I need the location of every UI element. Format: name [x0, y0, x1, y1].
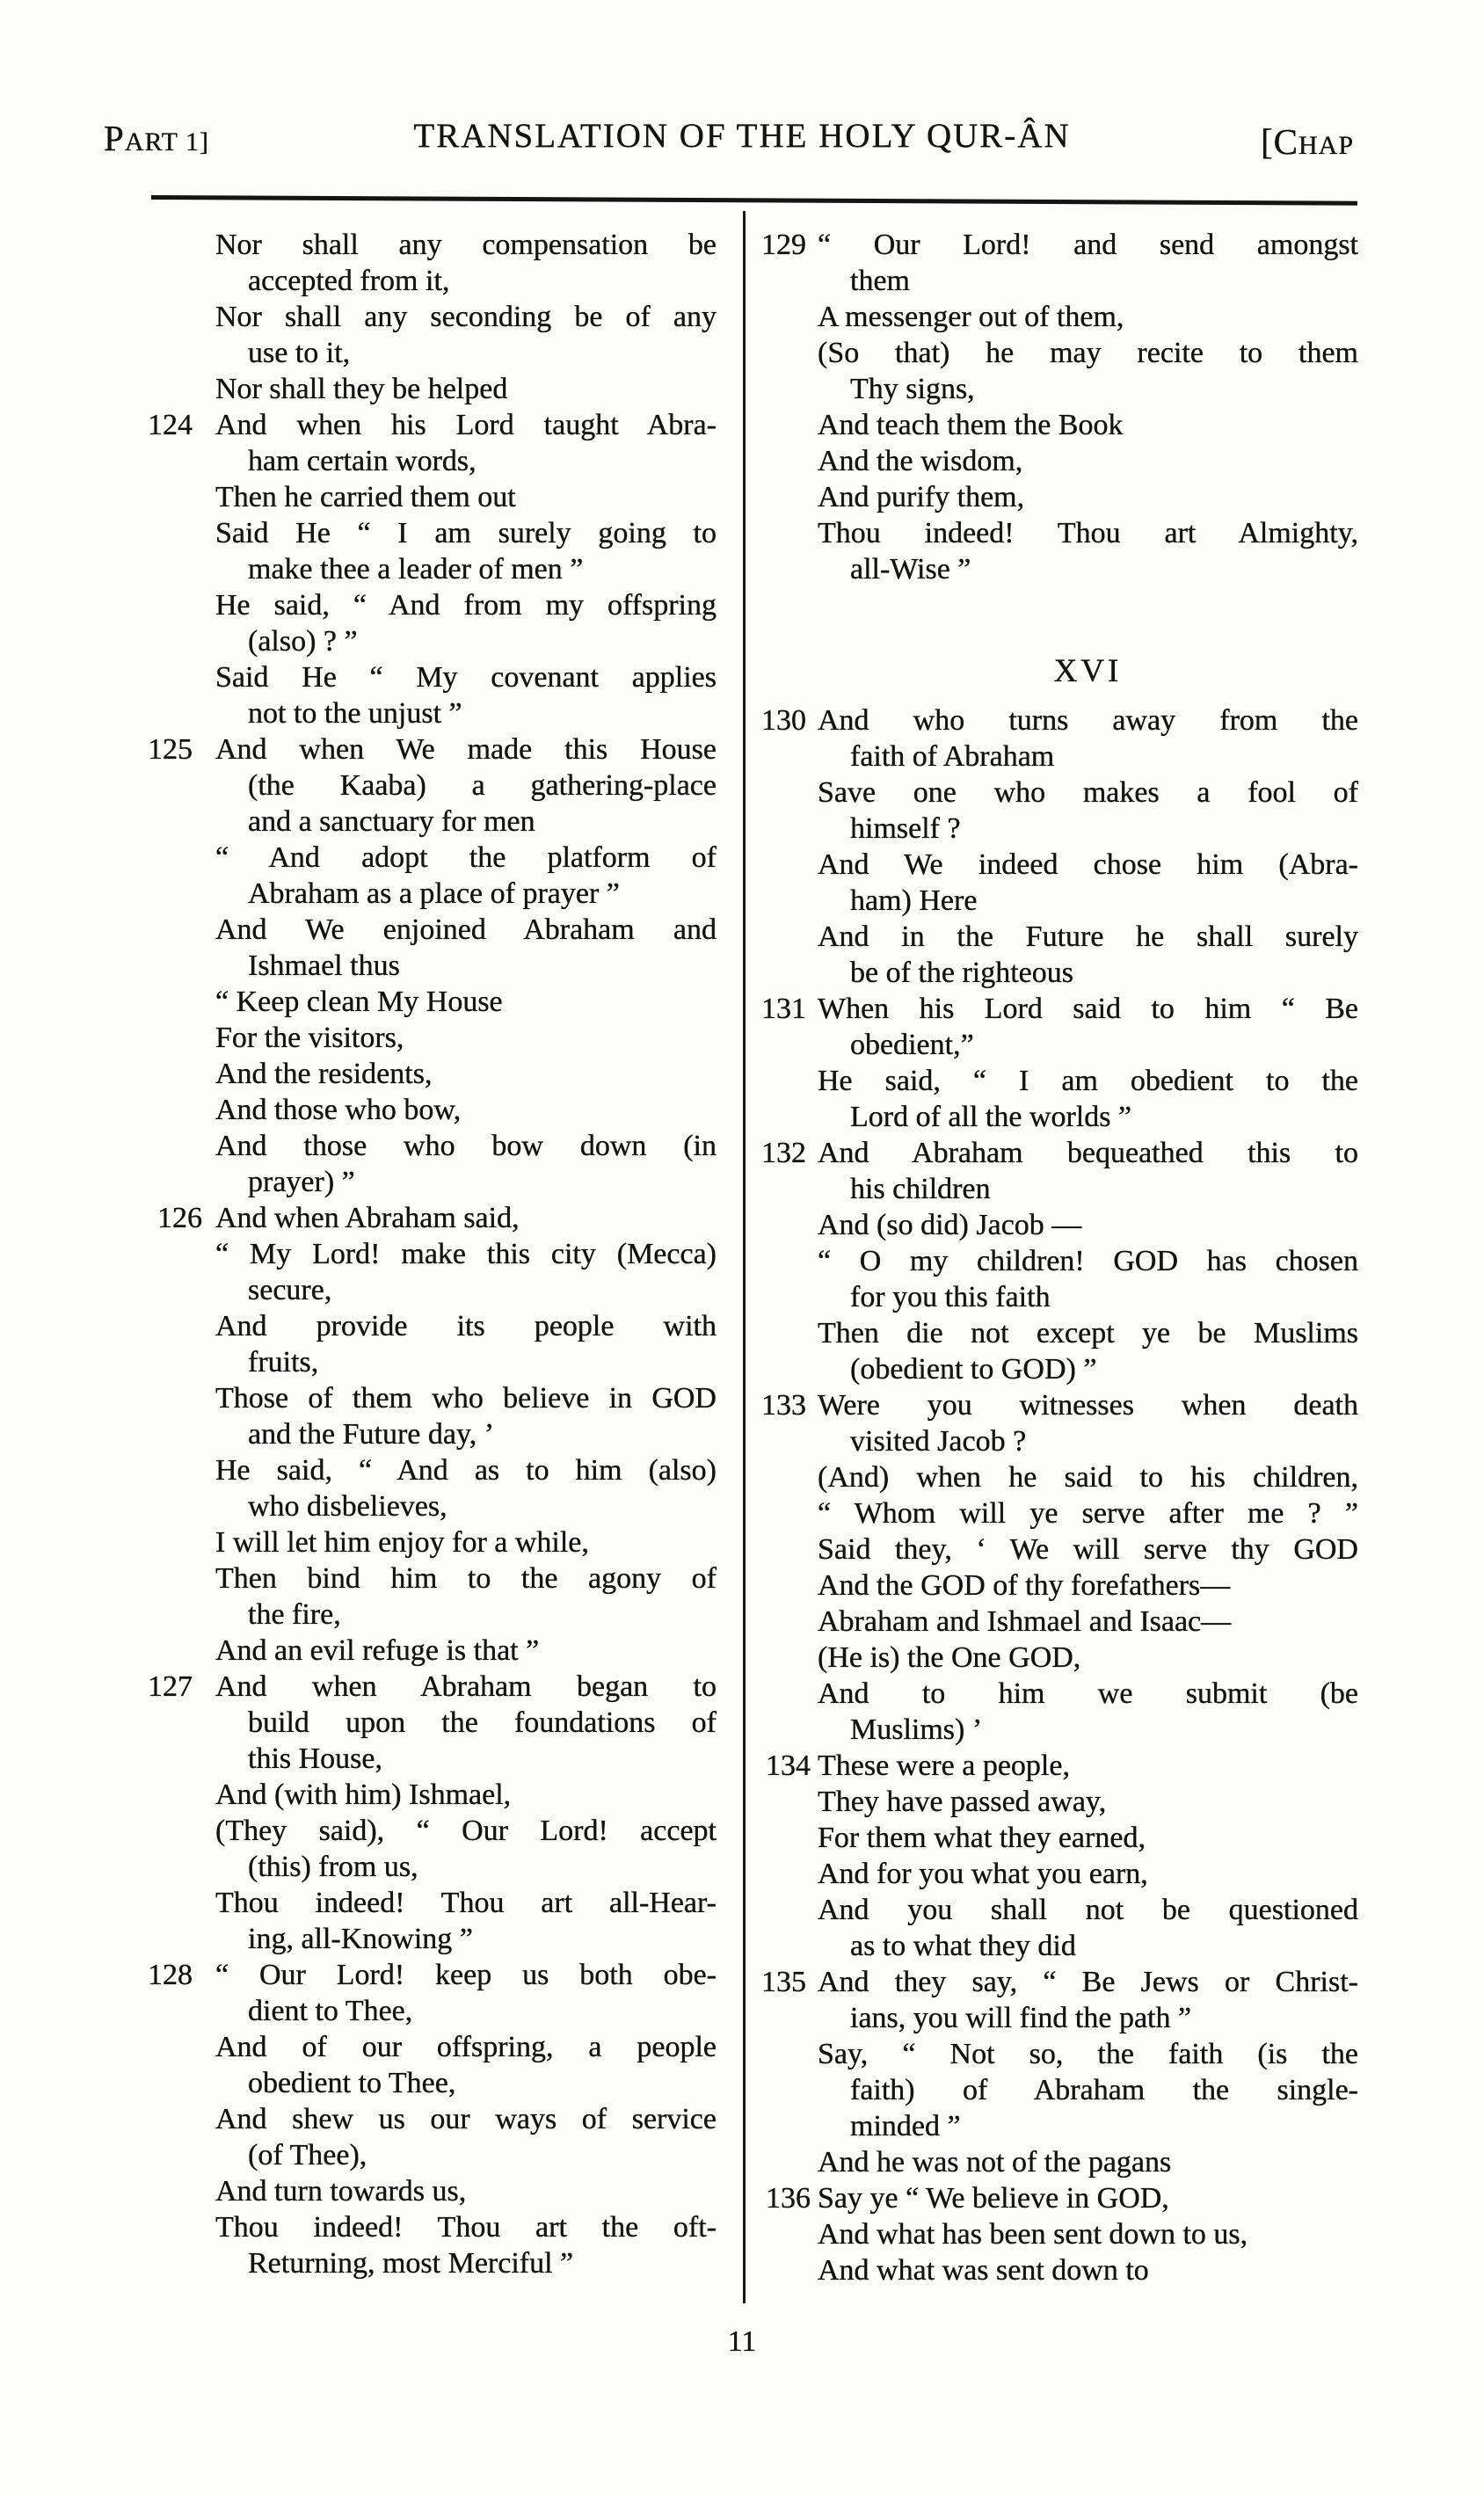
verse-line: his children: [850, 1173, 991, 1205]
verse-line: (also) ? ”: [248, 625, 358, 658]
verse-number: 133: [761, 1389, 806, 1422]
verse-line: Said He “ I am surely going to: [215, 517, 717, 549]
header-part-label: PART 1]: [104, 118, 209, 158]
verse-line: Abraham and Ishmael and Isaac—: [818, 1605, 1232, 1638]
verse-line: He said, “ And as to him (also): [215, 1454, 717, 1487]
verse-line: And teach them the Book: [818, 409, 1124, 441]
verse-line: And turn towards us,: [215, 2175, 467, 2208]
verse-line: And purify them,: [818, 481, 1025, 513]
verse-number: 136: [766, 2182, 811, 2215]
verse-line: (He is) the One GOD,: [818, 1641, 1081, 1674]
verse-line: 129 “ Our Lord! and send amongst: [761, 229, 1358, 261]
verse-line: 132 And Abraham bequeathed this to: [761, 1137, 1358, 1169]
verse-line: Lord of all the worlds ”: [850, 1101, 1132, 1133]
verse-line: And We indeed chose him (Abra-: [818, 848, 1358, 881]
verse-line: Ishmael thus: [248, 949, 400, 982]
verse-number: 126: [157, 1202, 202, 1234]
verse-line: who disbelieves,: [248, 1490, 447, 1523]
header-rule: [151, 195, 1357, 206]
verse-line: build upon the foundations of: [248, 1706, 717, 1739]
verse-line: For the visitors,: [215, 1022, 404, 1054]
verse-line: For them what they earned,: [818, 1822, 1146, 1854]
verse-line: Then he carried them out: [215, 481, 516, 513]
verse-line: And (so did) Jacob —: [818, 1209, 1082, 1241]
verse-line: And the GOD of thy forefathers—: [818, 1569, 1231, 1602]
verse-line: Then bind him to the agony of: [215, 1562, 717, 1595]
verse-line: 133 Were you witnesses when death: [761, 1389, 1358, 1422]
verse-line: (And) when he said to his children,: [818, 1461, 1358, 1494]
verse-line: Nor shall they be helped: [215, 373, 508, 405]
verse-line: the fire,: [248, 1598, 341, 1631]
verse-line: “ Whom will ye serve after me ? ”: [818, 1497, 1358, 1530]
verse-line: And for you what you earn,: [818, 1858, 1148, 1890]
verse-line: Abraham as a place of prayer ”: [248, 877, 620, 910]
verse-line: And what has been sent down to us,: [818, 2218, 1248, 2251]
verse-line: 130 And who turns away from the: [761, 704, 1358, 737]
verse-line: (of Thee),: [248, 2139, 367, 2171]
verse-line: (the Kaaba) a gathering-place: [248, 769, 717, 802]
verse-line: and the Future day, ’: [248, 1418, 495, 1451]
verse-line: visited Jacob ?: [850, 1425, 1027, 1458]
verse-line: Thou indeed! Thou art Almighty,: [818, 517, 1358, 549]
verse-number: 134: [766, 1749, 811, 1782]
verse-line: himself ?: [850, 812, 961, 845]
verse-line: faith of Abraham: [850, 740, 1055, 773]
verse-line: this House,: [248, 1742, 382, 1775]
verse-number: 131: [761, 993, 806, 1025]
verse-line: ing, all-Knowing ”: [248, 1923, 473, 1955]
verse-line: And of our offspring, a people: [215, 2031, 717, 2063]
verse-line: He said, “ I am obedient to the: [818, 1065, 1358, 1097]
verse-line: And he was not of the pagans: [818, 2146, 1172, 2179]
verse-line: (They said), “ Our Lord! accept: [215, 1815, 717, 1847]
verse-line: Said they, ‘ We will serve thy GOD: [818, 1533, 1358, 1566]
column-divider: [743, 211, 746, 2303]
verse-line: 134 These were a people,: [818, 1748, 1358, 1784]
verse-line: Say, “ Not so, the faith (is the: [818, 2038, 1358, 2070]
verse-line: “ And adopt the platform of: [215, 841, 717, 874]
verse-line: be of the righteous: [850, 957, 1073, 989]
page-title: TRANSLATION OF THE HOLY QUR-ÂN: [413, 117, 1071, 155]
verse-line: make thee a leader of men ”: [248, 553, 584, 586]
verse-line: And those who bow,: [215, 1094, 462, 1126]
verse-line: all-Wise ”: [850, 553, 971, 586]
verse-line: He said, “ And from my offspring: [215, 589, 717, 622]
verse-number: 129: [761, 229, 806, 261]
verse-line: secure,: [248, 1274, 332, 1306]
verse-line: And in the Future he shall surely: [818, 920, 1358, 953]
verse-line: Muslims) ’: [850, 1713, 983, 1746]
verse-line: them: [850, 265, 910, 297]
verse-line: And the wisdom,: [818, 445, 1023, 477]
verse-line: and a sanctuary for men: [248, 805, 535, 838]
verse-line: Nor shall any compensation be: [215, 229, 717, 261]
right-column-verses-129: [761, 227, 1358, 587]
verse-number: 125: [148, 733, 193, 766]
page-number: 11: [727, 2325, 757, 2358]
verse-line: fruits,: [248, 1346, 319, 1378]
verse-number: 124: [148, 409, 193, 441]
verse-line: 131 When his Lord said to him “ Be: [761, 993, 1358, 1025]
verse-line: minded ”: [850, 2110, 961, 2142]
verse-line: 135 And they say, “ Be Jews or Christ-: [761, 1966, 1358, 1998]
verse-line: (obedient to GOD) ”: [850, 1353, 1097, 1386]
verse-number: 132: [761, 1137, 806, 1169]
verse-line: And the residents,: [215, 1058, 433, 1090]
verse-number: 127: [148, 1670, 193, 1703]
verse-line: accepted from it,: [248, 265, 450, 297]
verse-line: They have passed away,: [818, 1786, 1107, 1818]
header-chapter-label: [CHAP: [1260, 121, 1354, 162]
verse-line: A messenger out of them,: [818, 301, 1124, 333]
right-text-column: [761, 227, 1358, 2288]
verse-line: 127 And when Abraham began to: [148, 1670, 717, 1703]
verse-line: not to the unjust ”: [248, 697, 462, 730]
verse-number: 130: [761, 704, 806, 737]
verse-line: faith) of Abraham the single-: [850, 2074, 1358, 2106]
verse-line: Thou indeed! Thou art all-Hear-: [215, 1887, 717, 1919]
right-column-verses-130-136: [761, 702, 1358, 2288]
section-gap-below: [818, 689, 1358, 702]
verse-line: “ Keep clean My House: [215, 986, 503, 1018]
verse-number: 128: [148, 1959, 193, 1991]
verse-line: And an evil refuge is that ”: [215, 1634, 540, 1667]
verse-line: dient to Thee,: [248, 1995, 413, 2027]
verse-line: Returning, most Merciful ”: [248, 2247, 574, 2280]
left-text-column: [148, 227, 717, 2281]
verse-line: ham certain words,: [248, 445, 476, 477]
verse-line: I will let him enjoy for a while,: [215, 1526, 589, 1559]
verse-line: Thy signs,: [850, 373, 975, 405]
verse-line: And you shall not be questioned: [818, 1894, 1358, 1926]
verse-line: Said He “ My covenant applies: [215, 661, 717, 694]
verse-line: And shew us our ways of service: [215, 2103, 717, 2135]
verse-line: obedient,”: [850, 1029, 974, 1061]
verse-line: And provide its people with: [215, 1310, 717, 1342]
verse-line: Then die not except ye be Muslims: [818, 1317, 1358, 1349]
verse-line: Thou indeed! Thou art the oft-: [215, 2211, 717, 2244]
verse-line: 126 And when Abraham said,: [215, 1200, 717, 1236]
verse-line: And those who bow down (in: [215, 1130, 717, 1162]
verse-line: for you this faith: [850, 1281, 1051, 1313]
verse-line: 136 Say ye “ We believe in GOD,: [818, 2180, 1358, 2216]
verse-line: prayer) ”: [248, 1166, 355, 1198]
section-gap-above: [818, 587, 1358, 653]
verse-line: Those of them who believe in GOD: [215, 1382, 717, 1415]
verse-line: (So that) he may recite to them: [818, 337, 1358, 369]
verse-line: ians, you will find the path ”: [850, 2002, 1192, 2034]
verse-line: 128 “ Our Lord! keep us both obe-: [148, 1959, 717, 1991]
verse-line: And what was sent down to: [818, 2254, 1149, 2287]
verse-line: Save one who makes a fool of: [818, 776, 1358, 809]
verse-line: 124 And when his Lord taught Abra-: [148, 409, 717, 441]
verse-line: And (with him) Ishmael,: [215, 1779, 512, 1811]
verse-line: And to him we submit (be: [818, 1677, 1358, 1710]
verse-line: And We enjoined Abraham and: [215, 913, 717, 946]
verse-line: 125 And when We made this House: [148, 733, 717, 766]
verse-line: Nor shall any seconding be of any: [215, 301, 717, 333]
verse-line: as to what they did: [850, 1930, 1076, 1962]
verse-line: use to it,: [248, 337, 351, 369]
section-number-heading: XVI: [1053, 653, 1123, 689]
verse-line: “ My Lord! make this city (Mecca): [215, 1238, 717, 1270]
verse-line: obedient to Thee,: [248, 2067, 456, 2099]
verse-line: ham) Here: [850, 884, 978, 917]
verse-line: “ O my children! GOD has chosen: [818, 1245, 1358, 1277]
verse-number: 135: [761, 1966, 806, 1998]
verse-line: (this) from us,: [248, 1851, 418, 1883]
